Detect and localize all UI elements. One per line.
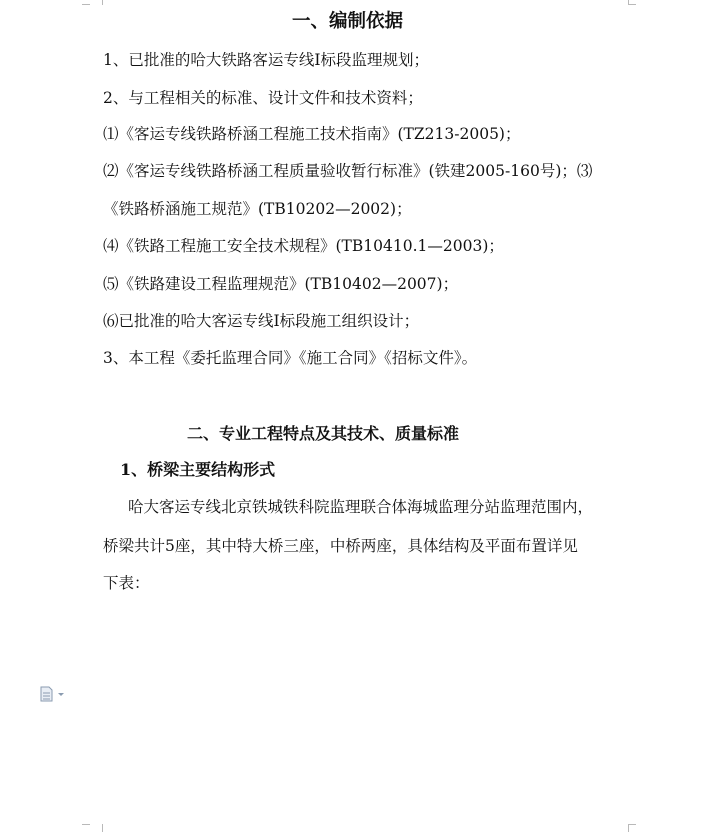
paragraph-line-2: 桥梁共计5座，其中特大桥三座，中桥两座，具体结构及平面布置详见 [103, 537, 578, 555]
basis-item-1: 1、已批准的哈大铁路客运专线Ⅰ标段监理规划； [103, 51, 429, 69]
section2-heading: 二、专业工程特点及其技术、质量标准 [187, 424, 460, 443]
paragraph-line-1: 哈大客运专线北京铁城铁科院监理联合体海城监理分站监理范围内， [128, 498, 594, 516]
document-icon[interactable] [40, 686, 66, 702]
margin-mark-bottom-left-h [82, 824, 90, 825]
margin-mark-bottom-right [628, 824, 641, 832]
margin-mark-top-left [90, 0, 103, 5]
basis-item-9: 3、本工程《委托监理合同》《施工合同》《招标文件》。 [103, 349, 478, 367]
basis-item-5: 《铁路桥涵施工规范》(TB10202—2002)； [103, 200, 412, 218]
basis-item-8: ⑹已批准的哈大客运专线Ⅰ标段施工组织设计； [103, 312, 420, 330]
basis-item-3: ⑴《客运专线铁路桥涵工程施工技术指南》(TZ213-2005)； [103, 125, 521, 143]
section1-heading: 一、编制依据 [292, 11, 404, 32]
margin-mark-bottom-right-h [628, 824, 636, 825]
paragraph-line-3: 下表： [103, 574, 150, 592]
margin-mark-top-right-h [628, 4, 636, 5]
basis-item-6: ⑷《铁路工程施工安全技术规程》(TB10410.1—2003)； [103, 237, 504, 255]
basis-item-4: ⑵《客运专线铁路桥涵工程质量验收暂行标准》(铁建2005-160号)；⑶ [103, 162, 593, 180]
margin-mark-bottom-left [90, 824, 103, 832]
margin-mark-top-left-h [82, 4, 90, 5]
basis-item-7: ⑸《铁路建设工程监理规范》(TB10402—2007)； [103, 275, 459, 293]
section2-subheading: 1、桥梁主要结构形式 [120, 460, 276, 479]
basis-item-2: 2、与工程相关的标准、设计文件和技术资料； [103, 89, 423, 107]
